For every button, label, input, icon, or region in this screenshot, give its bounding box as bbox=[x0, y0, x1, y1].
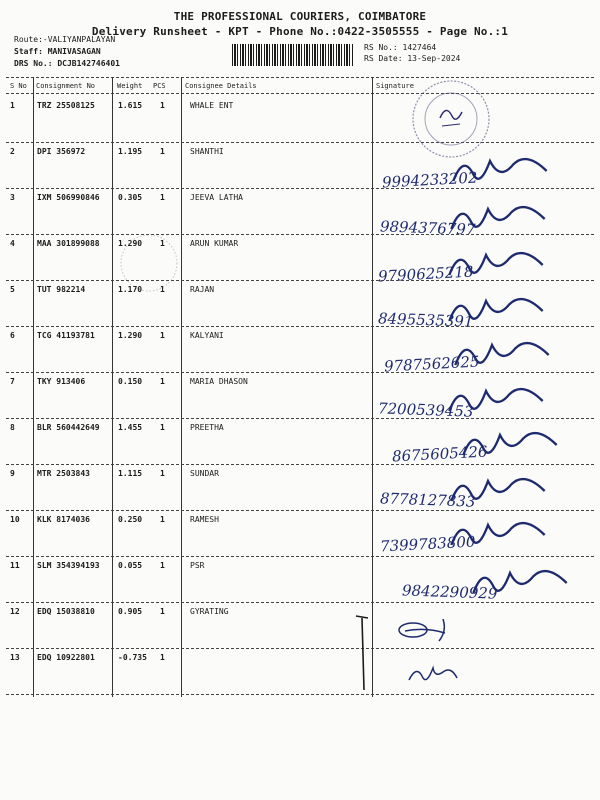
handwritten-phone-signature: 7399783800 bbox=[379, 532, 476, 556]
consignee-cell: JEEVA LATHA bbox=[190, 193, 243, 202]
handwritten-phone-signature: 8495535391 bbox=[377, 309, 474, 331]
staff-label: Staff: MANIVASAGAN bbox=[14, 47, 101, 56]
consignment-cell: TRZ 25508125 bbox=[37, 101, 95, 110]
weight-cell: 1.170 bbox=[118, 285, 143, 294]
signature-scribble-icon bbox=[407, 335, 600, 375]
barcode-graphic bbox=[232, 44, 354, 66]
col-header-pcs: PCS bbox=[153, 82, 166, 90]
sno-cell: 11 bbox=[10, 561, 20, 570]
table-row bbox=[0, 281, 600, 331]
table-header-rule bbox=[6, 93, 594, 94]
table-row bbox=[0, 465, 600, 511]
sno-cell: 6 bbox=[10, 331, 15, 340]
pcs-cell: 1 bbox=[160, 101, 165, 110]
table-row bbox=[0, 373, 600, 419]
sno-cell: 7 bbox=[10, 377, 15, 386]
document-title: THE PROFESSIONAL COURIERS, COIMBATORE bbox=[173, 10, 427, 23]
handwritten-phone-signature: 7200539453 bbox=[377, 399, 474, 421]
col-header-consignment: Consignment No bbox=[36, 82, 96, 90]
signature-scribble-icon bbox=[403, 471, 600, 511]
table-row bbox=[0, 143, 600, 192]
runsheet-subtitle: Delivery Runsheet - KPT - Phone No.:0422-3505555 - Page No.:1 bbox=[91, 25, 509, 38]
sno-cell: 4 bbox=[10, 239, 15, 248]
handwritten-phone-signature: 8675605426 bbox=[391, 442, 488, 466]
consignment-cell: MAA 301899088 bbox=[37, 239, 100, 248]
pcs-cell: 1 bbox=[160, 653, 165, 662]
signature-scribble-icon bbox=[403, 515, 600, 555]
consignment-cell: MTR 2503843 bbox=[37, 469, 90, 478]
consignee-cell: ARUN KUMAR bbox=[190, 239, 239, 248]
signature-scribble-icon bbox=[415, 425, 600, 465]
consignment-cell: DPI 356972 bbox=[37, 147, 86, 156]
pcs-cell: 1 bbox=[160, 607, 165, 616]
consignee-cell: SHANTHI bbox=[190, 147, 224, 156]
consignee-cell: SUNDAR bbox=[190, 469, 219, 478]
sno-cell: 8 bbox=[10, 423, 15, 432]
row-separator bbox=[6, 694, 594, 695]
weight-cell: 1.615 bbox=[118, 101, 143, 110]
delivery-stamp-icon bbox=[410, 78, 492, 160]
weight-cell: 0.905 bbox=[118, 607, 143, 616]
pcs-cell: 1 bbox=[160, 515, 165, 524]
sno-cell: 3 bbox=[10, 193, 15, 202]
sno-cell: 12 bbox=[10, 607, 20, 616]
bracket-mark-icon bbox=[352, 612, 382, 694]
sno-cell: 10 bbox=[10, 515, 20, 524]
pcs-cell: 1 bbox=[160, 561, 165, 570]
weight-cell: 1.290 bbox=[118, 331, 143, 340]
rs-number: RS No.: 1427464 bbox=[364, 43, 437, 52]
col-header-consignee: Consignee Details bbox=[185, 82, 257, 90]
signature-scribble-icon bbox=[401, 245, 600, 285]
handwritten-phone-signature: 9842290929 bbox=[401, 581, 498, 603]
consignee-cell: PREETHA bbox=[190, 423, 224, 432]
table-row bbox=[0, 511, 600, 557]
signature-scribble-icon bbox=[425, 563, 600, 603]
table-row bbox=[0, 557, 600, 603]
consignee-cell: KALYANI bbox=[190, 331, 224, 340]
consignment-cell: TUT 982214 bbox=[37, 285, 86, 294]
pcs-cell: 1 bbox=[160, 423, 165, 432]
pcs-cell: 1 bbox=[160, 469, 165, 478]
table-row bbox=[0, 189, 600, 239]
pcs-cell: 1 bbox=[160, 239, 165, 248]
sno-cell: 9 bbox=[10, 469, 15, 478]
rs-date: RS Date: 13-Sep-2024 bbox=[364, 54, 461, 63]
weight-cell: -0.735 bbox=[118, 653, 147, 662]
signature-scribble-icon bbox=[395, 615, 465, 645]
table-row bbox=[0, 235, 600, 286]
consignment-cell: TKY 913406 bbox=[37, 377, 86, 386]
consignee-cell: GYRATING bbox=[190, 607, 229, 616]
pcs-cell: 1 bbox=[160, 147, 165, 156]
weight-cell: 1.455 bbox=[118, 423, 143, 432]
signature-scribble-icon bbox=[401, 381, 600, 421]
consignment-cell: TCG 41193781 bbox=[37, 331, 95, 340]
weight-cell: 1.195 bbox=[118, 147, 143, 156]
route-label: Route:-VALIYANPALAYAN bbox=[14, 35, 116, 44]
consignment-cell: KLK 8174036 bbox=[37, 515, 90, 524]
consignment-cell: IXM 506990846 bbox=[37, 193, 100, 202]
consignee-cell: WHALE ENT bbox=[190, 101, 234, 110]
consignment-cell: EDQ 10922801 bbox=[37, 653, 95, 662]
consignment-cell: SLM 354394193 bbox=[37, 561, 100, 570]
drs-number: DRS No.: DCJB142746401 bbox=[14, 59, 120, 68]
faded-stamp-icon bbox=[118, 232, 180, 294]
weight-cell: 0.250 bbox=[118, 515, 143, 524]
col-header-sno: S No bbox=[10, 82, 27, 90]
weight-cell: 0.305 bbox=[118, 193, 143, 202]
weight-cell: 1.290 bbox=[118, 239, 143, 248]
weight-cell: 0.150 bbox=[118, 377, 143, 386]
signature-scribble-icon bbox=[405, 660, 465, 688]
table-row bbox=[0, 649, 600, 695]
sno-cell: 5 bbox=[10, 285, 15, 294]
handwritten-phone-signature: 9994233202 bbox=[381, 168, 478, 192]
signature-scribble-icon bbox=[401, 291, 600, 331]
consignment-cell: EDQ 15038810 bbox=[37, 607, 95, 616]
pcs-cell: 1 bbox=[160, 331, 165, 340]
handwritten-phone-signature: 8778127833 bbox=[379, 489, 476, 511]
handwritten-phone-signature: 9790625218 bbox=[377, 262, 474, 286]
consignee-cell: MARIA DHASON bbox=[190, 377, 248, 386]
table-row bbox=[0, 603, 600, 649]
handwritten-phone-signature: 9894376797 bbox=[379, 217, 476, 239]
col-header-weight: Weight bbox=[117, 82, 143, 90]
table-row bbox=[0, 419, 600, 465]
signature-scribble-icon bbox=[403, 199, 600, 239]
consignee-cell: RAJAN bbox=[190, 285, 215, 294]
pcs-cell: 1 bbox=[160, 377, 165, 386]
sno-cell: 2 bbox=[10, 147, 15, 156]
sno-cell: 1 bbox=[10, 101, 15, 110]
pcs-cell: 1 bbox=[160, 285, 165, 294]
sno-cell: 13 bbox=[10, 653, 20, 662]
table-top-rule bbox=[6, 77, 594, 78]
table-row bbox=[0, 327, 600, 376]
weight-cell: 0.055 bbox=[118, 561, 143, 570]
consignment-cell: BLR 560442649 bbox=[37, 423, 100, 432]
table-row bbox=[0, 97, 600, 143]
pcs-cell: 1 bbox=[160, 193, 165, 202]
consignee-cell: PSR bbox=[190, 561, 205, 570]
consignee-cell: RAMESH bbox=[190, 515, 219, 524]
weight-cell: 1.115 bbox=[118, 469, 143, 478]
handwritten-phone-signature: 9787562625 bbox=[383, 352, 480, 376]
col-header-signature: Signature bbox=[376, 82, 414, 90]
